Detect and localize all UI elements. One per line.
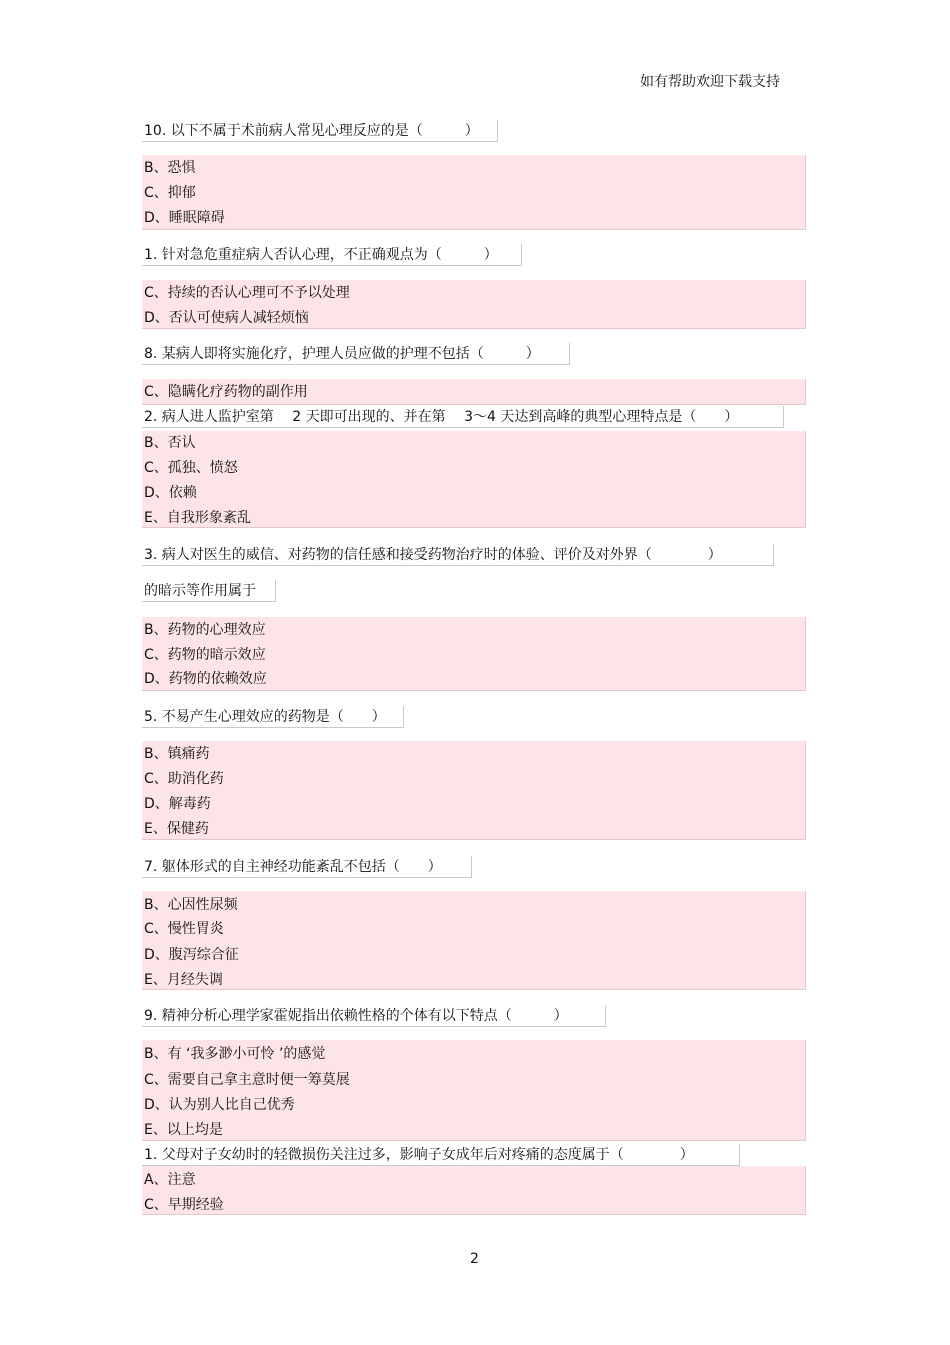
question-stem: 9. 精神分析心理学家霍妮指出依赖性格的个体有以下特点（ ）: [142, 1005, 606, 1027]
option: C、持续的否认心理可不予以处理: [144, 285, 350, 301]
question-stem: 5. 不易产生心理效应的药物是（ ）: [142, 706, 404, 728]
option: B、心因性尿频: [144, 897, 238, 913]
options-box: [142, 280, 806, 329]
question-stem: 8. 某病人即将实施化疗，护理人员应做的护理不包括（ ）: [142, 343, 570, 365]
options-box: [142, 891, 806, 990]
options-box: [142, 431, 806, 528]
option: C、助消化药: [144, 771, 224, 787]
option: B、恐惧: [144, 160, 196, 176]
option: B、有 ‘我多渺小可怜 ’的感觉: [144, 1046, 326, 1062]
option: C、需要自己拿主意时便一筹莫展: [144, 1072, 350, 1088]
page-header: 如有帮助欢迎下载支持: [640, 74, 780, 90]
option: D、睡眠障碍: [144, 210, 225, 226]
question-stem-continued: 的暗示等作用属于: [142, 580, 276, 602]
option: E、保健药: [144, 821, 209, 837]
page-number: 2: [470, 1251, 479, 1267]
question-stem: 7. 躯体形式的自主神经功能紊乱不包括（ ）: [142, 856, 472, 878]
options-box: [142, 379, 806, 405]
option: C、慢性胃炎: [144, 921, 224, 937]
option: D、否认可使病人减轻烦恼: [144, 310, 309, 326]
option: C、孤独、愤怒: [144, 460, 238, 476]
option: D、依赖: [144, 485, 197, 501]
option: C、隐瞒化疗药物的副作用: [144, 384, 308, 400]
options-box: [142, 1040, 806, 1141]
options-box: [142, 617, 806, 691]
question-stem: 2. 病人进人监护室第 2 天即可出现的、并在第 3～4 天达到高峰的典型心理特点是（ ）: [142, 406, 784, 428]
options-box: [142, 1166, 806, 1215]
option: D、认为别人比自己优秀: [144, 1097, 295, 1113]
option: D、药物的依赖效应: [144, 671, 267, 687]
options-box: [142, 155, 806, 230]
option: A、注意: [144, 1172, 196, 1188]
option: C、药物的暗示效应: [144, 647, 266, 663]
option: C、抑郁: [144, 185, 196, 201]
option: B、药物的心理效应: [144, 622, 266, 638]
option: E、月经失调: [144, 972, 223, 988]
option: D、解毒药: [144, 796, 211, 812]
option: B、镇痛药: [144, 746, 210, 762]
question-stem: 10. 以下不属于术前病人常见心理反应的是（ ）: [142, 120, 498, 142]
option: E、自我形象紊乱: [144, 510, 251, 526]
option: C、早期经验: [144, 1197, 224, 1213]
option: B、否认: [144, 435, 196, 451]
question-stem: 3. 病人对医生的威信、对药物的信任感和接受药物治疗时的体验、评价及对外界（ ）: [142, 544, 774, 566]
option: D、腹泻综合征: [144, 947, 239, 963]
question-stem: 1. 父母对子女幼时的轻微损伤关注过多，影响子女成年后对疼痛的态度属于（ ）: [142, 1144, 740, 1166]
option: E、以上均是: [144, 1122, 223, 1138]
options-box: [142, 741, 806, 840]
question-stem: 1. 针对急危重症病人否认心理，不正确观点为（ ）: [142, 244, 522, 266]
